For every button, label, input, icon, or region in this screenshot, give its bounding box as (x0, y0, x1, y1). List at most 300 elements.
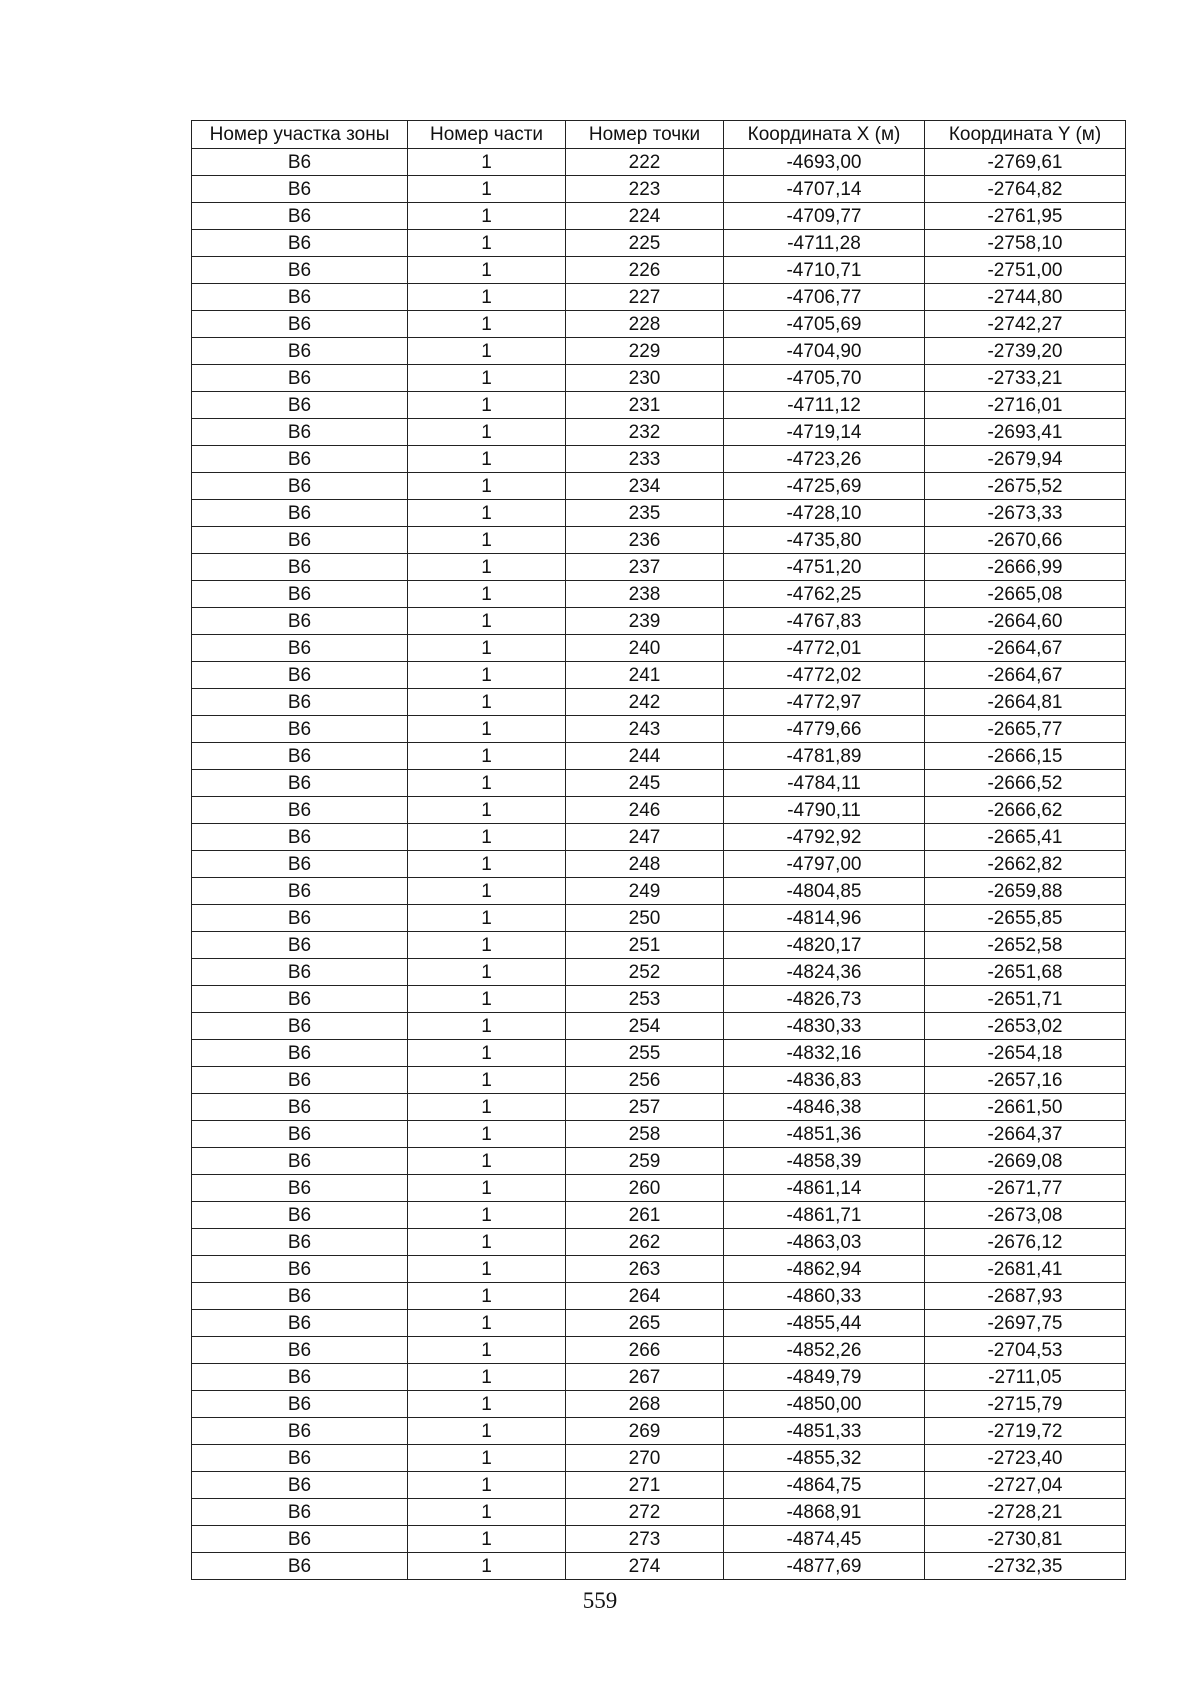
cell-zone-section: В6 (192, 743, 408, 770)
cell-point-number: 230 (566, 365, 724, 392)
cell-point-number: 250 (566, 905, 724, 932)
header-point-number: Номер точки (566, 121, 724, 149)
table-row (192, 1553, 1126, 1580)
cell-coordinate-x: -4826,73 (724, 986, 925, 1013)
cell-point-number: 239 (566, 608, 724, 635)
table-row (192, 1175, 1126, 1202)
cell-part-number: 1 (408, 1175, 566, 1202)
cell-part-number: 1 (408, 1067, 566, 1094)
cell-part-number: 1 (408, 797, 566, 824)
cell-zone-section: В6 (192, 1175, 408, 1202)
table-row (192, 1256, 1126, 1283)
cell-coordinate-x: -4790,11 (724, 797, 925, 824)
cell-part-number: 1 (408, 1553, 566, 1580)
table-row (192, 230, 1126, 257)
cell-part-number: 1 (408, 932, 566, 959)
cell-point-number: 263 (566, 1256, 724, 1283)
cell-coordinate-y: -2719,72 (925, 1418, 1126, 1445)
cell-part-number: 1 (408, 1472, 566, 1499)
cell-point-number: 248 (566, 851, 724, 878)
cell-zone-section: В6 (192, 554, 408, 581)
table-row (192, 311, 1126, 338)
cell-point-number: 243 (566, 716, 724, 743)
cell-coordinate-x: -4814,96 (724, 905, 925, 932)
cell-point-number: 237 (566, 554, 724, 581)
cell-part-number: 1 (408, 1013, 566, 1040)
table-row (192, 770, 1126, 797)
cell-coordinate-x: -4772,02 (724, 662, 925, 689)
table-row (192, 257, 1126, 284)
cell-zone-section: В6 (192, 797, 408, 824)
cell-coordinate-x: -4858,39 (724, 1148, 925, 1175)
table-row (192, 365, 1126, 392)
cell-point-number: 247 (566, 824, 724, 851)
table-row (192, 419, 1126, 446)
cell-point-number: 242 (566, 689, 724, 716)
cell-coordinate-x: -4728,10 (724, 500, 925, 527)
cell-coordinate-x: -4846,38 (724, 1094, 925, 1121)
cell-coordinate-x: -4779,66 (724, 716, 925, 743)
table-row (192, 500, 1126, 527)
cell-zone-section: В6 (192, 1310, 408, 1337)
cell-zone-section: В6 (192, 1202, 408, 1229)
cell-coordinate-y: -2665,77 (925, 716, 1126, 743)
cell-zone-section: В6 (192, 1121, 408, 1148)
table-row (192, 1121, 1126, 1148)
table-row (192, 1364, 1126, 1391)
cell-coordinate-x: -4804,85 (724, 878, 925, 905)
cell-coordinate-x: -4824,36 (724, 959, 925, 986)
cell-point-number: 271 (566, 1472, 724, 1499)
cell-zone-section: В6 (192, 878, 408, 905)
cell-zone-section: В6 (192, 1526, 408, 1553)
coordinates-table (191, 120, 1126, 1580)
cell-part-number: 1 (408, 1445, 566, 1472)
cell-zone-section: В6 (192, 473, 408, 500)
cell-point-number: 236 (566, 527, 724, 554)
cell-coordinate-y: -2653,02 (925, 1013, 1126, 1040)
table-row (192, 1310, 1126, 1337)
cell-zone-section: В6 (192, 1418, 408, 1445)
cell-point-number: 256 (566, 1067, 724, 1094)
cell-coordinate-x: -4861,14 (724, 1175, 925, 1202)
cell-point-number: 234 (566, 473, 724, 500)
cell-coordinate-y: -2657,16 (925, 1067, 1126, 1094)
table-row (192, 824, 1126, 851)
cell-coordinate-y: -2679,94 (925, 446, 1126, 473)
cell-coordinate-y: -2652,58 (925, 932, 1126, 959)
table-row (192, 446, 1126, 473)
cell-part-number: 1 (408, 1256, 566, 1283)
table-row (192, 608, 1126, 635)
page-number: 559 (582, 1588, 618, 1613)
cell-part-number: 1 (408, 176, 566, 203)
cell-coordinate-x: -4784,11 (724, 770, 925, 797)
cell-zone-section: В6 (192, 1283, 408, 1310)
cell-part-number: 1 (408, 1418, 566, 1445)
cell-point-number: 229 (566, 338, 724, 365)
cell-coordinate-x: -4861,71 (724, 1202, 925, 1229)
cell-zone-section: В6 (192, 311, 408, 338)
header-coordinate-x: Координата X (м) (724, 121, 925, 149)
cell-part-number: 1 (408, 554, 566, 581)
table-row (192, 1445, 1126, 1472)
cell-part-number: 1 (408, 824, 566, 851)
cell-coordinate-x: -4874,45 (724, 1526, 925, 1553)
cell-point-number: 272 (566, 1499, 724, 1526)
cell-zone-section: В6 (192, 392, 408, 419)
cell-point-number: 241 (566, 662, 724, 689)
cell-coordinate-x: -4862,94 (724, 1256, 925, 1283)
cell-coordinate-y: -2728,21 (925, 1499, 1126, 1526)
table-row (192, 1526, 1126, 1553)
cell-part-number: 1 (408, 1310, 566, 1337)
cell-part-number: 1 (408, 1499, 566, 1526)
table-row (192, 1148, 1126, 1175)
cell-part-number: 1 (408, 500, 566, 527)
cell-point-number: 231 (566, 392, 724, 419)
table-row (192, 635, 1126, 662)
cell-coordinate-x: -4711,12 (724, 392, 925, 419)
cell-coordinate-x: -4855,44 (724, 1310, 925, 1337)
table-row (192, 797, 1126, 824)
cell-zone-section: В6 (192, 1391, 408, 1418)
cell-zone-section: В6 (192, 1364, 408, 1391)
cell-zone-section: В6 (192, 689, 408, 716)
cell-zone-section: В6 (192, 1553, 408, 1580)
cell-part-number: 1 (408, 689, 566, 716)
cell-part-number: 1 (408, 1283, 566, 1310)
cell-coordinate-y: -2764,82 (925, 176, 1126, 203)
cell-coordinate-y: -2676,12 (925, 1229, 1126, 1256)
cell-part-number: 1 (408, 365, 566, 392)
table-row (192, 932, 1126, 959)
cell-zone-section: В6 (192, 203, 408, 230)
cell-coordinate-x: -4711,28 (724, 230, 925, 257)
cell-coordinate-x: -4851,33 (724, 1418, 925, 1445)
cell-point-number: 253 (566, 986, 724, 1013)
cell-coordinate-y: -2654,18 (925, 1040, 1126, 1067)
table-row (192, 203, 1126, 230)
cell-coordinate-y: -2687,93 (925, 1283, 1126, 1310)
cell-zone-section: В6 (192, 770, 408, 797)
cell-part-number: 1 (408, 770, 566, 797)
cell-part-number: 1 (408, 446, 566, 473)
cell-coordinate-x: -4860,33 (724, 1283, 925, 1310)
cell-coordinate-y: -2727,04 (925, 1472, 1126, 1499)
cell-zone-section: В6 (192, 1067, 408, 1094)
cell-point-number: 223 (566, 176, 724, 203)
cell-coordinate-y: -2733,21 (925, 365, 1126, 392)
cell-zone-section: В6 (192, 581, 408, 608)
cell-point-number: 269 (566, 1418, 724, 1445)
cell-coordinate-x: -4725,69 (724, 473, 925, 500)
table-row (192, 1202, 1126, 1229)
header-coordinate-y: Координата Y (м) (925, 121, 1126, 149)
cell-point-number: 244 (566, 743, 724, 770)
table-row (192, 1337, 1126, 1364)
cell-part-number: 1 (408, 1121, 566, 1148)
cell-coordinate-y: -2664,37 (925, 1121, 1126, 1148)
cell-zone-section: В6 (192, 284, 408, 311)
table-row (192, 1067, 1126, 1094)
cell-zone-section: В6 (192, 716, 408, 743)
cell-part-number: 1 (408, 581, 566, 608)
cell-part-number: 1 (408, 284, 566, 311)
cell-point-number: 226 (566, 257, 724, 284)
cell-coordinate-y: -2693,41 (925, 419, 1126, 446)
cell-point-number: 246 (566, 797, 724, 824)
cell-part-number: 1 (408, 986, 566, 1013)
table-row (192, 1040, 1126, 1067)
table-row (192, 581, 1126, 608)
cell-zone-section: В6 (192, 365, 408, 392)
cell-coordinate-x: -4849,79 (724, 1364, 925, 1391)
cell-coordinate-y: -2723,40 (925, 1445, 1126, 1472)
table-row (192, 689, 1126, 716)
cell-coordinate-x: -4693,00 (724, 149, 925, 176)
cell-point-number: 260 (566, 1175, 724, 1202)
cell-coordinate-x: -4863,03 (724, 1229, 925, 1256)
cell-point-number: 245 (566, 770, 724, 797)
cell-coordinate-x: -4868,91 (724, 1499, 925, 1526)
cell-coordinate-x: -4864,75 (724, 1472, 925, 1499)
cell-part-number: 1 (408, 338, 566, 365)
cell-coordinate-x: -4855,32 (724, 1445, 925, 1472)
cell-zone-section: В6 (192, 1040, 408, 1067)
cell-coordinate-y: -2711,05 (925, 1364, 1126, 1391)
cell-coordinate-x: -4705,69 (724, 311, 925, 338)
table-row (192, 473, 1126, 500)
cell-part-number: 1 (408, 311, 566, 338)
cell-point-number: 225 (566, 230, 724, 257)
cell-coordinate-y: -2681,41 (925, 1256, 1126, 1283)
cell-zone-section: В6 (192, 1094, 408, 1121)
cell-coordinate-y: -2662,82 (925, 851, 1126, 878)
cell-coordinate-x: -4719,14 (724, 419, 925, 446)
cell-coordinate-x: -4836,83 (724, 1067, 925, 1094)
cell-zone-section: В6 (192, 338, 408, 365)
cell-coordinate-y: -2664,67 (925, 635, 1126, 662)
table-row (192, 905, 1126, 932)
cell-zone-section: В6 (192, 959, 408, 986)
cell-point-number: 228 (566, 311, 724, 338)
table-body (192, 149, 1126, 1580)
cell-point-number: 274 (566, 1553, 724, 1580)
cell-coordinate-x: -4792,92 (724, 824, 925, 851)
cell-coordinate-x: -4762,25 (724, 581, 925, 608)
cell-point-number: 264 (566, 1283, 724, 1310)
cell-part-number: 1 (408, 878, 566, 905)
table-row (192, 1283, 1126, 1310)
cell-coordinate-x: -4850,00 (724, 1391, 925, 1418)
cell-part-number: 1 (408, 1094, 566, 1121)
cell-part-number: 1 (408, 419, 566, 446)
cell-coordinate-x: -4707,14 (724, 176, 925, 203)
cell-zone-section: В6 (192, 608, 408, 635)
cell-point-number: 232 (566, 419, 724, 446)
cell-point-number: 267 (566, 1364, 724, 1391)
cell-coordinate-y: -2761,95 (925, 203, 1126, 230)
cell-coordinate-y: -2730,81 (925, 1526, 1126, 1553)
cell-part-number: 1 (408, 1229, 566, 1256)
cell-point-number: 261 (566, 1202, 724, 1229)
cell-coordinate-x: -4877,69 (724, 1553, 925, 1580)
cell-zone-section: В6 (192, 1256, 408, 1283)
cell-zone-section: В6 (192, 1148, 408, 1175)
table-row (192, 743, 1126, 770)
cell-coordinate-y: -2665,41 (925, 824, 1126, 851)
cell-coordinate-y: -2675,52 (925, 473, 1126, 500)
table-row (192, 1472, 1126, 1499)
table-row (192, 1499, 1126, 1526)
cell-coordinate-y: -2704,53 (925, 1337, 1126, 1364)
table-row (192, 149, 1126, 176)
cell-part-number: 1 (408, 635, 566, 662)
cell-point-number: 252 (566, 959, 724, 986)
cell-part-number: 1 (408, 608, 566, 635)
cell-coordinate-x: -4751,20 (724, 554, 925, 581)
table-row (192, 1391, 1126, 1418)
cell-coordinate-x: -4781,89 (724, 743, 925, 770)
cell-point-number: 238 (566, 581, 724, 608)
cell-coordinate-x: -4832,16 (724, 1040, 925, 1067)
table-row (192, 716, 1126, 743)
cell-coordinate-x: -4723,26 (724, 446, 925, 473)
cell-coordinate-y: -2715,79 (925, 1391, 1126, 1418)
cell-coordinate-y: -2669,08 (925, 1148, 1126, 1175)
cell-coordinate-y: -2666,15 (925, 743, 1126, 770)
cell-part-number: 1 (408, 230, 566, 257)
cell-coordinate-y: -2670,66 (925, 527, 1126, 554)
table-row (192, 662, 1126, 689)
cell-part-number: 1 (408, 1148, 566, 1175)
cell-coordinate-y: -2758,10 (925, 230, 1126, 257)
cell-part-number: 1 (408, 1391, 566, 1418)
table-row (192, 1229, 1126, 1256)
cell-part-number: 1 (408, 473, 566, 500)
cell-point-number: 251 (566, 932, 724, 959)
cell-point-number: 254 (566, 1013, 724, 1040)
table-row (192, 392, 1126, 419)
cell-coordinate-y: -2665,08 (925, 581, 1126, 608)
cell-coordinate-x: -4705,70 (724, 365, 925, 392)
cell-part-number: 1 (408, 1202, 566, 1229)
cell-coordinate-y: -2769,61 (925, 149, 1126, 176)
table-row (192, 1094, 1126, 1121)
cell-coordinate-y: -2751,00 (925, 257, 1126, 284)
cell-coordinate-y: -2664,67 (925, 662, 1126, 689)
cell-coordinate-y: -2666,99 (925, 554, 1126, 581)
cell-point-number: 240 (566, 635, 724, 662)
cell-point-number: 266 (566, 1337, 724, 1364)
cell-point-number: 265 (566, 1310, 724, 1337)
header-part-number: Номер части (408, 121, 566, 149)
table-row (192, 1418, 1126, 1445)
cell-coordinate-y: -2661,50 (925, 1094, 1126, 1121)
cell-coordinate-y: -2664,81 (925, 689, 1126, 716)
cell-coordinate-x: -4735,80 (724, 527, 925, 554)
cell-zone-section: В6 (192, 1337, 408, 1364)
cell-zone-section: В6 (192, 500, 408, 527)
table-row (192, 527, 1126, 554)
cell-zone-section: В6 (192, 446, 408, 473)
cell-part-number: 1 (408, 203, 566, 230)
cell-zone-section: В6 (192, 635, 408, 662)
cell-part-number: 1 (408, 905, 566, 932)
cell-coordinate-x: -4706,77 (724, 284, 925, 311)
cell-point-number: 222 (566, 149, 724, 176)
table-row (192, 338, 1126, 365)
cell-coordinate-x: -4767,83 (724, 608, 925, 635)
cell-point-number: 257 (566, 1094, 724, 1121)
cell-point-number: 259 (566, 1148, 724, 1175)
cell-coordinate-x: -4852,26 (724, 1337, 925, 1364)
cell-zone-section: В6 (192, 932, 408, 959)
cell-zone-section: В6 (192, 419, 408, 446)
cell-part-number: 1 (408, 662, 566, 689)
cell-coordinate-y: -2671,77 (925, 1175, 1126, 1202)
cell-part-number: 1 (408, 1337, 566, 1364)
table-header-row (192, 121, 1126, 149)
cell-coordinate-y: -2732,35 (925, 1553, 1126, 1580)
table-row (192, 878, 1126, 905)
cell-zone-section: В6 (192, 1499, 408, 1526)
cell-zone-section: В6 (192, 986, 408, 1013)
table-row (192, 176, 1126, 203)
cell-point-number: 224 (566, 203, 724, 230)
cell-coordinate-y: -2664,60 (925, 608, 1126, 635)
cell-coordinate-x: -4830,33 (724, 1013, 925, 1040)
cell-coordinate-y: -2744,80 (925, 284, 1126, 311)
cell-coordinate-y: -2697,75 (925, 1310, 1126, 1337)
cell-zone-section: В6 (192, 1013, 408, 1040)
cell-point-number: 270 (566, 1445, 724, 1472)
cell-zone-section: В6 (192, 149, 408, 176)
cell-point-number: 258 (566, 1121, 724, 1148)
cell-part-number: 1 (408, 716, 566, 743)
cell-zone-section: В6 (192, 527, 408, 554)
cell-coordinate-y: -2739,20 (925, 338, 1126, 365)
cell-coordinate-y: -2651,71 (925, 986, 1126, 1013)
table-row (192, 851, 1126, 878)
cell-coordinate-x: -4772,01 (724, 635, 925, 662)
cell-coordinate-x: -4820,17 (724, 932, 925, 959)
cell-coordinate-y: -2651,68 (925, 959, 1126, 986)
cell-coordinate-y: -2673,33 (925, 500, 1126, 527)
cell-part-number: 1 (408, 392, 566, 419)
cell-zone-section: В6 (192, 176, 408, 203)
cell-part-number: 1 (408, 149, 566, 176)
cell-coordinate-y: -2666,62 (925, 797, 1126, 824)
cell-coordinate-x: -4704,90 (724, 338, 925, 365)
cell-zone-section: В6 (192, 905, 408, 932)
cell-zone-section: В6 (192, 1445, 408, 1472)
cell-part-number: 1 (408, 257, 566, 284)
cell-coordinate-x: -4710,71 (724, 257, 925, 284)
cell-zone-section: В6 (192, 824, 408, 851)
cell-coordinate-y: -2659,88 (925, 878, 1126, 905)
cell-part-number: 1 (408, 959, 566, 986)
cell-point-number: 249 (566, 878, 724, 905)
header-zone-section-number: Номер участка зоны (192, 121, 408, 149)
cell-part-number: 1 (408, 1364, 566, 1391)
cell-coordinate-x: -4851,36 (724, 1121, 925, 1148)
cell-point-number: 227 (566, 284, 724, 311)
table-row (192, 284, 1126, 311)
cell-zone-section: В6 (192, 851, 408, 878)
cell-point-number: 262 (566, 1229, 724, 1256)
